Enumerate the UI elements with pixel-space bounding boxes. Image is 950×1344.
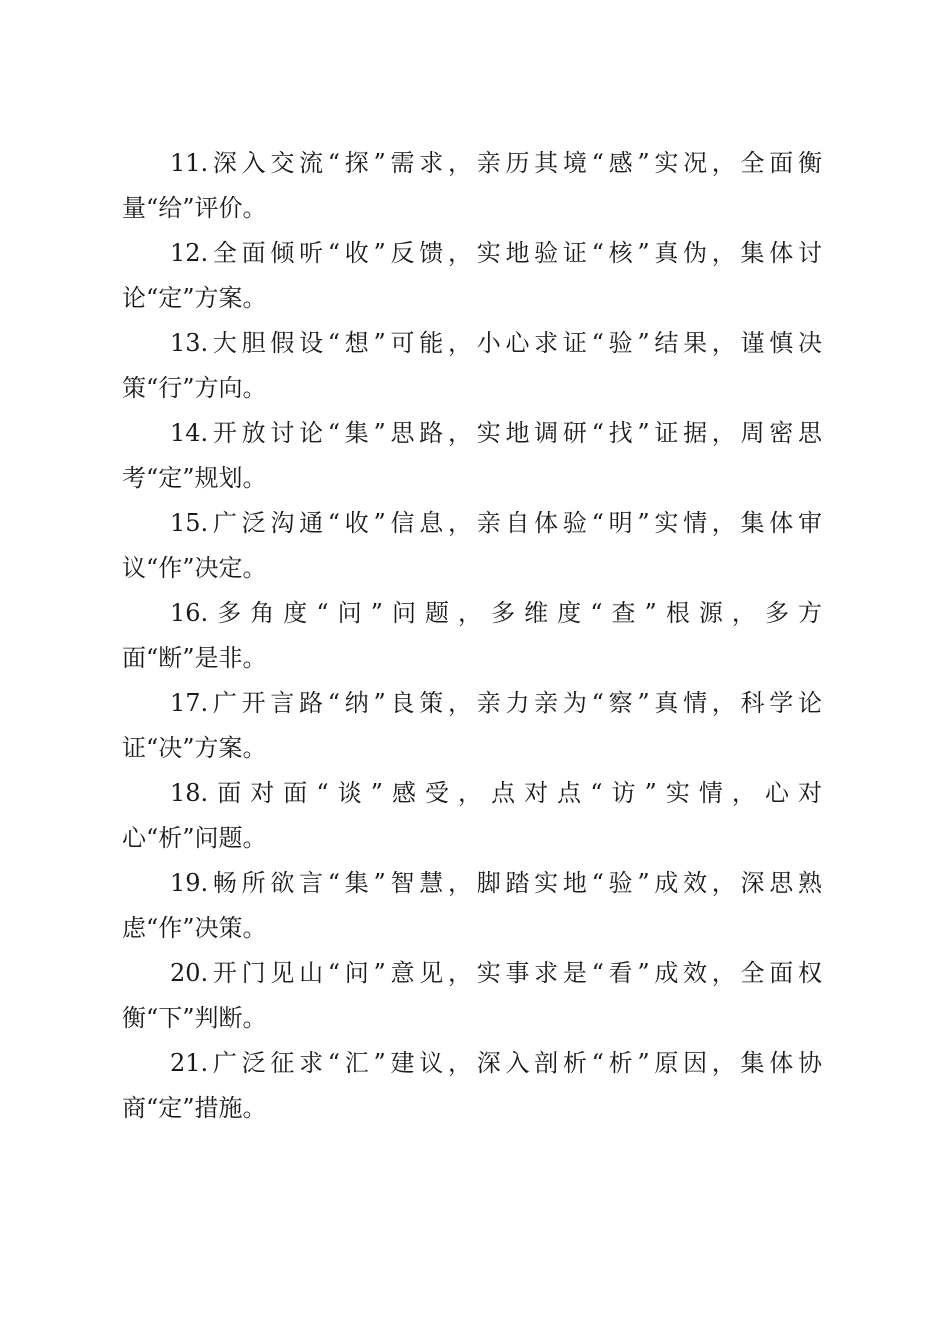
document-body <box>122 141 822 1131</box>
item-text-line-1: 18.面对面“谈”感受，点对点“访”实情，心对 <box>170 779 822 807</box>
item-text-line-1: 14.开放讨论“集”思路，实地调研“找”证据，周密思 <box>170 419 822 447</box>
list-item <box>122 771 822 861</box>
list-item <box>122 1041 822 1131</box>
item-text-line-1: 19.畅所欲言“集”智慧，脚踏实地“验”成效，深思熟 <box>170 869 822 897</box>
item-text-line-1: 20.开门见山“问”意见，实事求是“看”成效，全面权 <box>170 959 822 987</box>
list-item <box>122 321 822 411</box>
item-text-line-2: 心“析”问题。 <box>122 824 267 852</box>
list-item <box>122 951 822 1041</box>
list-item <box>122 681 822 771</box>
item-text-line-2: 策“行”方向。 <box>122 374 267 402</box>
item-text-line-2: 面“断”是非。 <box>122 644 267 672</box>
item-text-line-2: 商“定”措施。 <box>122 1094 267 1122</box>
list-item <box>122 591 822 681</box>
list-item <box>122 501 822 591</box>
list-item <box>122 141 822 231</box>
item-text-line-2: 证“决”方案。 <box>122 734 267 762</box>
item-text-line-2: 议“作”决定。 <box>122 554 267 582</box>
list-item <box>122 411 822 501</box>
item-text-line-2: 虑“作”决策。 <box>122 914 267 942</box>
item-text-line-2: 论“定”方案。 <box>122 284 267 312</box>
item-text-line-1: 13.大胆假设“想”可能，小心求证“验”结果，谨慎决 <box>170 329 822 357</box>
item-text-line-1: 16.多角度“问”问题，多维度“查”根源，多方 <box>170 599 822 627</box>
item-text-line-1: 15.广泛沟通“收”信息，亲自体验“明”实情，集体审 <box>170 509 822 537</box>
item-text-line-2: 衡“下”判断。 <box>122 1004 267 1032</box>
item-text-line-1: 17.广开言路“纳”良策，亲力亲为“察”真情，科学论 <box>170 689 822 717</box>
item-text-line-1: 11.深入交流“探”需求，亲历其境“感”实况，全面衡 <box>170 149 822 177</box>
item-text-line-2: 量“给”评价。 <box>122 194 267 222</box>
list-item <box>122 231 822 321</box>
item-text-line-1: 12.全面倾听“收”反馈，实地验证“核”真伪，集体讨 <box>170 239 822 267</box>
item-text-line-2: 考“定”规划。 <box>122 464 267 492</box>
item-text-line-1: 21.广泛征求“汇”建议，深入剖析“析”原因，集体协 <box>170 1049 822 1077</box>
list-item <box>122 861 822 951</box>
